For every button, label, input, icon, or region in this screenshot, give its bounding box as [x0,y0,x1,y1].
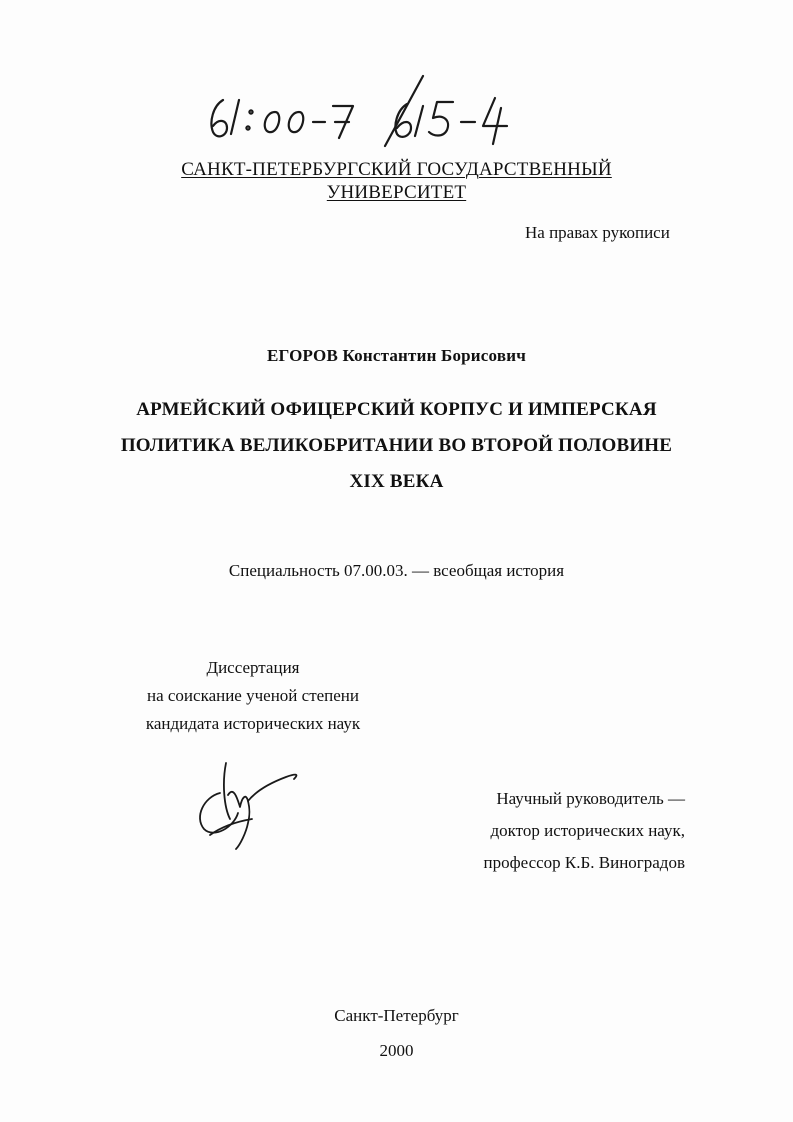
title-line-2: ПОЛИТИКА ВЕЛИКОБРИТАНИИ ВО ВТОРОЙ ПОЛОВИНЕ [120,435,673,456]
supervisor-block [430,783,730,879]
handwritten-signature [190,755,310,850]
dissertation-title [0,392,793,500]
dissertation-degree-block [128,654,378,738]
supervisor-line-3: профессор К.Б. Виноградов [483,853,685,872]
rights-note: На правах рукописи [525,223,670,242]
title-line-1: АРМЕЙСКИЙ ОФИЦЕРСКИЙ КОРПУС И ИМПЕРСКАЯ [136,399,657,420]
title-line-3: XIX ВЕКА [349,471,444,492]
city: Санкт-Петербург [334,1006,459,1025]
university-line-1: САНКТ-ПЕТЕРБУРГСКИЙ ГОСУДАРСТВЕННЫЙ [181,159,612,180]
university-line-2: УНИВЕРСИТЕТ [326,182,467,203]
supervisor-line-1: Научный руководитель — [496,789,685,808]
author-name: ЕГОРОВ Константин Борисович [267,346,526,365]
handwritten-archive-code [195,72,535,152]
year: 2000 [379,1041,414,1060]
university-name [0,158,793,204]
specialty-line: Специальность 07.00.03. — всеобщая история [228,561,565,580]
dissertation-line-1: Диссертация [206,658,300,677]
supervisor-line-2: доктор исторических наук, [490,821,685,840]
dissertation-line-3: кандидата исторических наук [145,714,361,733]
dissertation-line-2: на соискание ученой степени [146,686,360,705]
